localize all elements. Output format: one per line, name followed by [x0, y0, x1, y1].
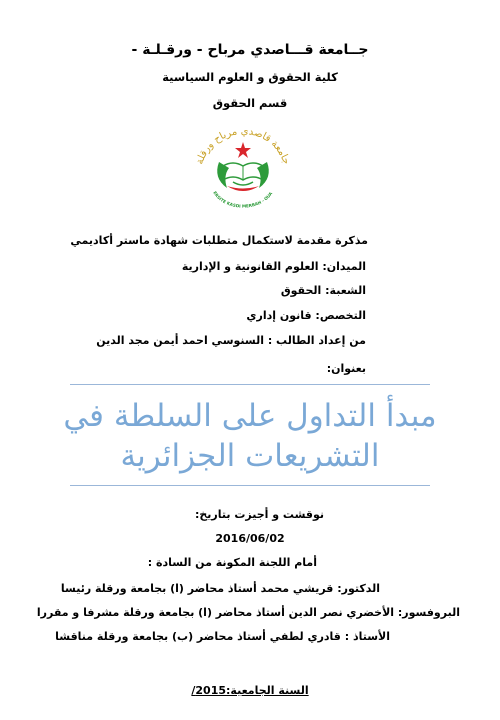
- university-name: جــامعة قـــاصدي مرباح - ورقـلـة -: [131, 42, 369, 58]
- committee-member-3: الأستاذ : قادري لطفي أستاذ محاضر (ب) بجامعة ورقلة مناقشا: [55, 630, 390, 643]
- department-name: قسم الحقوق: [212, 96, 288, 110]
- academic-year: [0, 684, 500, 697]
- discussion-label: نوقشت و أجيزت بتاريخ:: [194, 508, 324, 521]
- discussion-date: 2016/06/02: [215, 532, 285, 545]
- specialty-line: التخصص: قانون إداري: [246, 309, 366, 322]
- title-bottom-rule: [70, 485, 430, 486]
- committee-member-1: الدكتور: قريشي محمد أستاذ محاضر (ا) بجامعة ورقلة رئيسا: [60, 582, 380, 595]
- committee-label: أمام اللجنة المكونة من السادة :: [147, 556, 317, 569]
- thesis-title-line-2: التشريعات الجزائرية: [120, 438, 380, 474]
- title-label: بعنوان:: [326, 362, 366, 375]
- memo-statement: مذكرة مقدمة لاستكمال متطلبات شهادة ماستر أكاديمي: [70, 234, 368, 247]
- thesis-title-line-1: مبدأ التداول على السلطة في: [63, 398, 437, 434]
- logo-arc-text: جامعة قاصدي مرباح ورقلة: [194, 125, 292, 166]
- title-top-rule: [70, 384, 430, 385]
- university-logo-icon: [183, 122, 303, 212]
- student-line: من إعداد الطالب : السنوسي احمد أيمن مجد الدين: [96, 334, 366, 347]
- academic-year-text: السنة الجامعية:2015/: [191, 684, 309, 697]
- committee-member-2: البروفسور: الأخضري نصر الدين أستاذ محاضر (ا) بجامعة ورقلة مشرفا و مقررا: [36, 606, 460, 619]
- branch-line: الشعبة: الحقوق: [280, 284, 366, 297]
- faculty-name: كلية الحقوق و العلوم السياسية: [162, 70, 338, 84]
- field-line: الميدان: العلوم القانونية و الإدارية: [181, 260, 366, 273]
- logo-latin-text: ERSITE KASDI MERBAH - OUA: [212, 190, 274, 209]
